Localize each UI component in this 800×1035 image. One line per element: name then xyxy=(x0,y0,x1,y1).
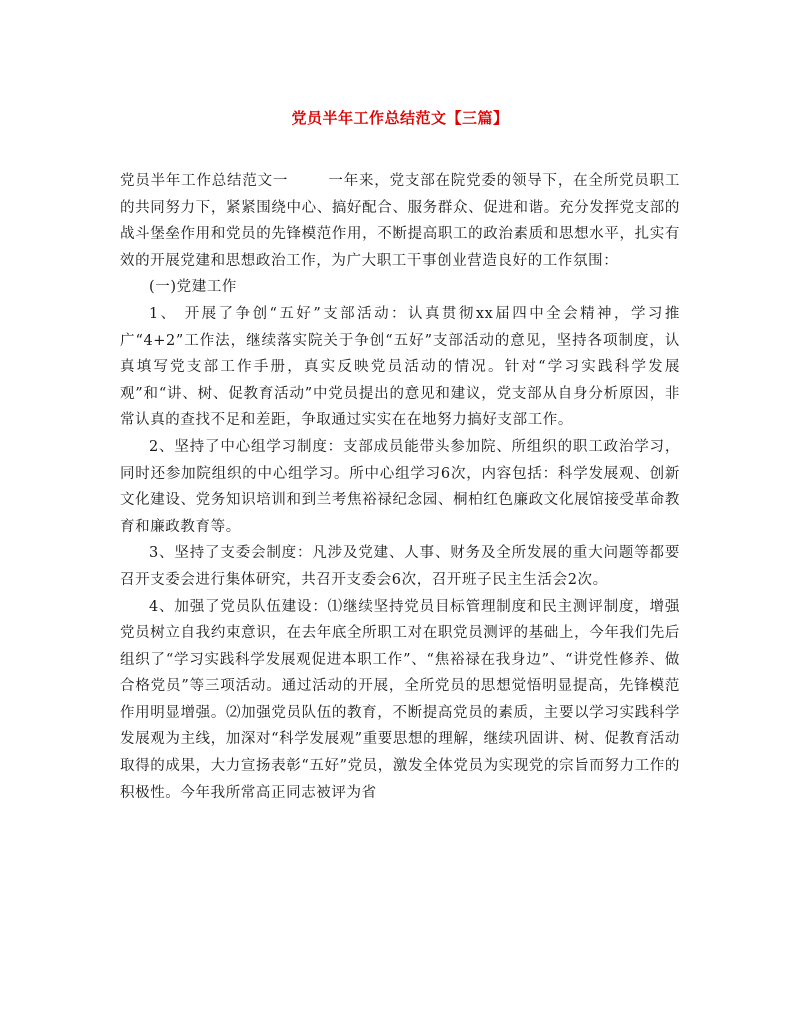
lead-paragraph xyxy=(120,168,680,274)
paragraph-4: 4、加强了党员队伍建设：⑴继续坚持党员目标管理制度和民主测评制度，增强党员树立自我约束意识，在去年底全所职工对在职党员测评的基础上，今年我们先后组织了“学习实践科学发展观促进本职工作”、“焦裕禄在我身边”、“讲党性修养、做合格党员”等三项活动。通过活动的开展，全所党员的思想觉悟明显提高，先锋模范作用明显增强。⑵加强党员队伍的教育，不断提高党员的素质，主要以学习实践科学发展观为主线，加深对“科学发展观”重要思想的理解，继续巩固讲、树、促教育活动取得的成果，大力宣扬表彰“五好”党员，激发全体党员为实现党的宗旨而努力工作的积极性。今年我所常高正同志被评为省 xyxy=(120,598,680,801)
paragraph-2: 2、坚持了中心组学习制度：支部成员能带头参加院、所组织的职工政治学习，同时还参加院组织的中心组学习。所中心组学习6次，内容包括：科学发展观、创新文化建设、党务知识培训和到兰考焦裕禄纪念园、桐柏红色廉政文化展馆接受革命教育和廉政教育等。 xyxy=(120,438,680,535)
paragraph-1: 1、 开展了争创“五好”支部活动：认真贯彻xx届四中全会精神，学习推广“4+2”工作法，继续落实院关于争创“五好”支部活动的意见，坚持各项制度，认真填写党支部工作手册，真实反映党员活动的情况。针对“学习实践科学发展观”和“讲、树、促教育活动”中党员提出的意见和建议，党支部从自身分析原因，非常认真的查找不足和差距，争取通过实实在在地努力搞好支部工作。 xyxy=(120,305,680,429)
section-heading: (一)党建工作 xyxy=(149,279,238,296)
lead-label: 党员半年工作总结范文一 xyxy=(120,173,289,189)
document-title: 党员半年工作总结范文【三篇】 xyxy=(291,109,509,127)
document-body xyxy=(120,168,680,806)
lead-text: 一年来，党支部在院党委的领导下，在全所党员职工的共同努力下，紧紧围绕中心、搞好配合、服务群众、促进和谐。充分发挥党支部的战斗堡垒作用和党员的先锋模范作用，不断提高职工的政治素质和思想水平，扎实有效的开展党建和思想政治工作，为广大职工干事创业营造良好的工作氛围： xyxy=(120,173,680,269)
paragraph-3: 3、坚持了支委会制度：凡涉及党建、人事、财务及全所发展的重大问题等都要召开支委会进行集体研究，共召开支委会6次，召开班子民主生活会2次。 xyxy=(120,545,680,588)
